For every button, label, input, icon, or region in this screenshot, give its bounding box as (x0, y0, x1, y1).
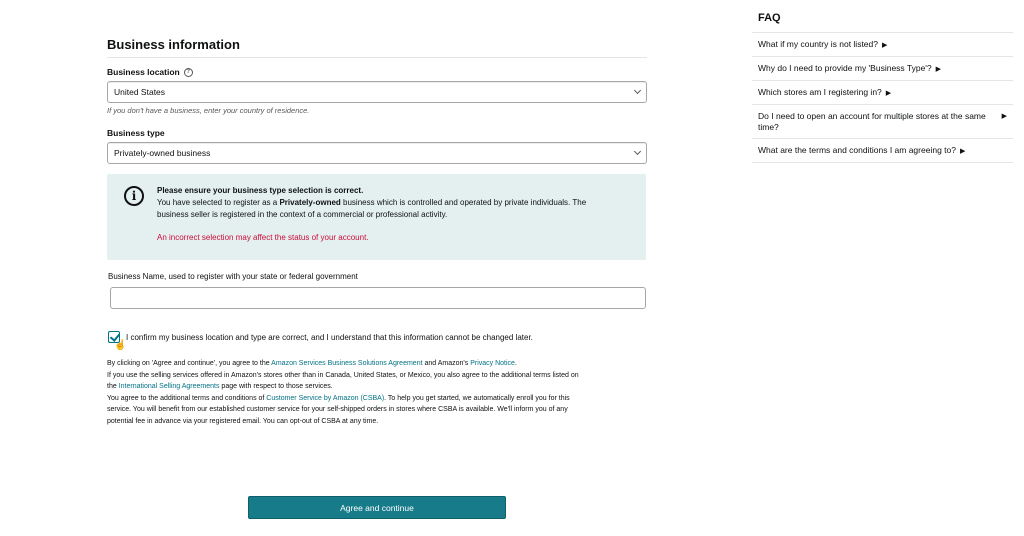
legal-p1 (107, 358, 647, 370)
section-title: Business information (107, 36, 647, 58)
confirm-row (108, 331, 533, 343)
legal-p1-end: . (514, 360, 517, 367)
info-icon: i (124, 186, 144, 206)
chevron-down-icon (634, 87, 641, 94)
agree-and-continue-button[interactable]: Agree and continue (248, 496, 506, 519)
business-type-label (107, 127, 647, 139)
help-icon[interactable]: ? (184, 68, 193, 77)
bsa-link[interactable]: Amazon Services Business Solutions Agreement (271, 360, 423, 367)
business-name-label: Business Name, used to register with your state or federal government (108, 272, 358, 281)
faq-item[interactable] (752, 139, 1013, 163)
business-info-section (107, 36, 647, 164)
alert-warning: An incorrect selection may affect the status of your account. (157, 233, 369, 242)
faq-item-label: Why do I need to provide my 'Business Type'? (758, 63, 932, 73)
triangle-right-icon: ▶ (885, 90, 892, 97)
legal-p2-line1: If you use the selling services offered in Amazon's stores other than in Canada, United States, or Mexico, you also agree to the additional terms listed on (107, 371, 579, 379)
faq-title: FAQ (752, 10, 1013, 33)
legal-p3-line2: service. You will benefit from our established customer service for your self-shipped orders in stores where CSBA is available. We'll inform you of any (107, 406, 568, 414)
legal-p2-pre: the (107, 383, 119, 391)
faq-item-label: Do I need to open an account for multiple stores at the same time? (758, 111, 986, 132)
legal-text (107, 358, 647, 428)
business-location-select[interactable] (107, 81, 647, 103)
business-location-hint: If you don't have a business, enter your country of residence. (107, 106, 310, 115)
alert-line2: business seller is registered in the context of a commercial or professional activity. (157, 210, 448, 219)
alert-line1 (157, 197, 632, 209)
alert-body (157, 185, 632, 244)
legal-p3-line1 (107, 393, 647, 405)
triangle-right-icon: ▶ (959, 148, 966, 155)
chevron-down-icon (634, 148, 641, 155)
faq-panel (752, 10, 1013, 163)
faq-item[interactable] (752, 105, 1013, 139)
triangle-right-icon: ▶ (1001, 113, 1007, 120)
legal-p1-mid: and Amazon's (422, 360, 471, 367)
faq-item-label: Which stores am I registering in? (758, 87, 882, 97)
business-location-label-text: Business location (107, 67, 180, 77)
alert-line1-pre: You have selected to register as a (157, 198, 280, 207)
faq-item[interactable] (752, 33, 1013, 57)
triangle-right-icon: ▶ (882, 42, 888, 49)
alert-line1-bold: Privately-owned (279, 198, 341, 207)
alert-line1-post: business which is controlled and operated by private individuals. The (340, 198, 587, 207)
business-type-alert (107, 174, 646, 260)
business-location-label (107, 66, 647, 78)
faq-item-label: What are the terms and conditions I am agreeing to? (758, 145, 956, 155)
confirm-label: I confirm my business location and type are correct, and I understand that this information cannot be changed later. (126, 332, 533, 342)
faq-item[interactable] (752, 57, 1013, 81)
alert-title: Please ensure your business type selection is correct. (157, 186, 364, 195)
legal-p2-line2 (107, 381, 647, 393)
privacy-notice-link[interactable]: Privacy Notice (470, 360, 515, 367)
business-type-value: Privately-owned business (114, 148, 211, 158)
legal-p1-pre: By clicking on 'Agree and continue', you agree to the (107, 360, 272, 367)
faq-item[interactable] (752, 81, 1013, 105)
business-type-select[interactable] (107, 142, 647, 164)
legal-p3-post: . To help you get started, we automatically enroll you for this (384, 394, 570, 402)
business-location-value: United States (114, 87, 166, 97)
legal-p3-line3: potential fee in advance via your registered email. You can opt-out of CSBA at any time. (107, 417, 379, 425)
hand-cursor-icon: ☝ (114, 340, 127, 351)
csba-link[interactable]: Customer Service by Amazon (CSBA) (266, 394, 385, 402)
international-selling-agreements-link[interactable]: International Selling Agreements (118, 383, 220, 391)
legal-p3-pre: You agree to the additional terms and conditions of (107, 394, 267, 402)
business-type-label-text: Business type (107, 128, 165, 138)
triangle-right-icon: ▶ (935, 66, 942, 73)
business-name-input[interactable] (110, 287, 646, 309)
legal-p2-post: page with respect to those services. (219, 383, 333, 391)
faq-item-label: What if my country is not listed? (758, 39, 878, 49)
